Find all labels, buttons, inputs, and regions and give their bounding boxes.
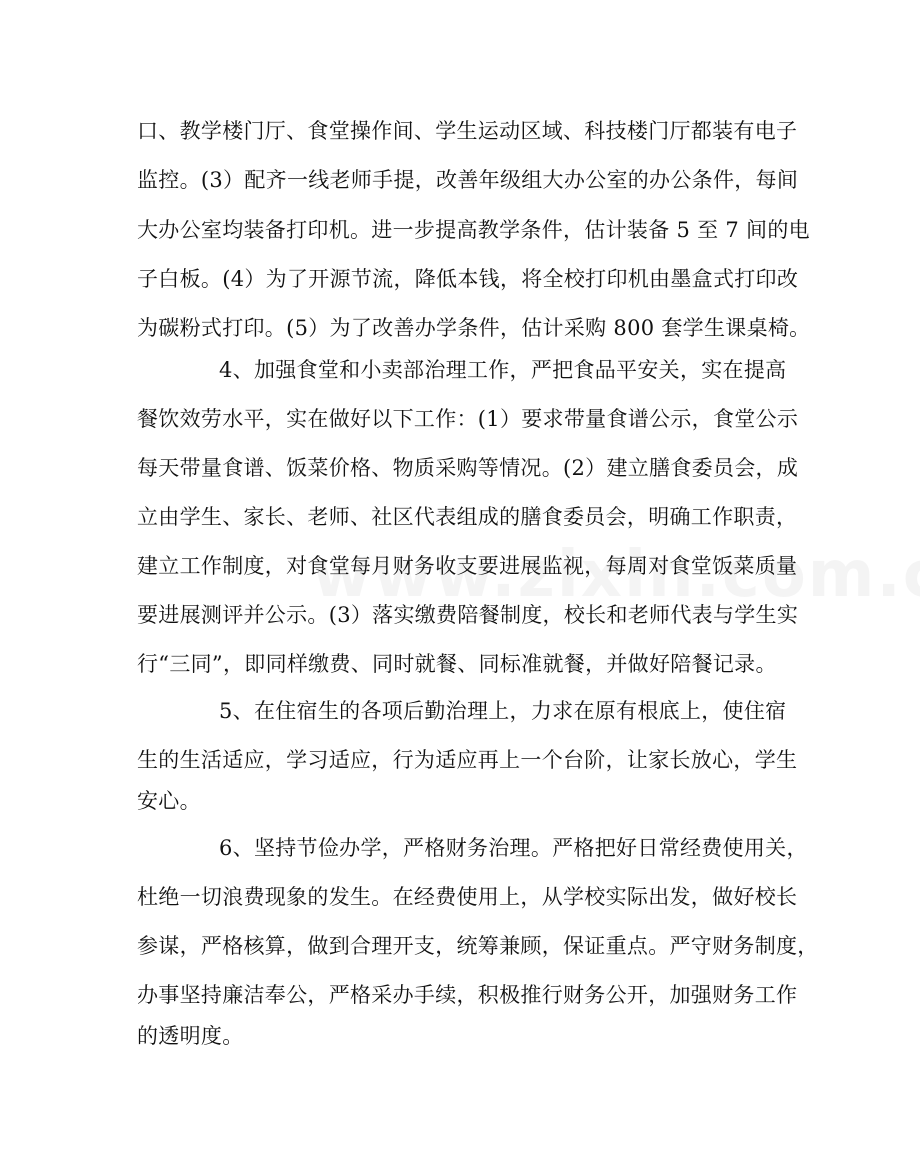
paragraph-first-line: 5、在住宿生的各项后勤治理上，力求在原有根底上，使住宿 — [219, 699, 787, 723]
text-line: 的透明度。 — [137, 1024, 244, 1048]
text-line: 生的生活适应，学习适应，行为适应再上一个台阶，让家长放心，学生 — [137, 748, 798, 772]
text-line: 大办公室均装备打印机。进一步提高教学条件，估计装备 5 至 7 间的电 — [137, 218, 810, 242]
text-line: 建立工作制度，对食堂每月财务收支要进展监视，每周对食堂饭菜质量 — [137, 554, 798, 578]
text-line: 参谋，严格核算，做到合理开支，统筹兼顾，保证重点。严守财务制度， — [137, 934, 819, 958]
text-line: 监控。(3）配齐一线老师手提，改善年级组大办公室的办公条件，每间 — [137, 168, 799, 192]
text-line: 杜绝一切浪费现象的发生。在经费使用上，从学校实际出发，做好校长 — [137, 885, 798, 909]
text-line: 办事坚持廉洁奉公，严格采办手续，积极推行财务公开，加强财务工作 — [137, 983, 798, 1007]
text-line: 立由学生、家长、老师、社区代表组成的膳食委员会，明确工作职责， — [137, 505, 798, 529]
paragraph-first-line: 6、坚持节俭办学，严格财务治理。严格把好日常经费使用关， — [219, 836, 808, 860]
paragraph-first-line: 4、加强食堂和小卖部治理工作，严把食品平安关，实在提高 — [219, 358, 787, 382]
text-line: 口、教学楼门厅、食堂操作间、学生运动区域、科技楼门厅都装有电子 — [137, 119, 798, 143]
text-line: 要进展测评并公示。(3）落实缴费陪餐制度，校长和老师代表与学生实 — [137, 603, 799, 627]
text-line: 子白板。(4）为了开源节流，降低本钱，将全校打印机由墨盒式打印改 — [137, 267, 799, 291]
text-line: 安心。 — [137, 789, 201, 813]
text-line: 餐饮效劳水平，实在做好以下工作：(1）要求带量食谱公示，食堂公示 — [137, 407, 799, 431]
text-line: 行“三同”，即同样缴费、同时就餐、同标准就餐，并做好陪餐记录。 — [137, 652, 777, 676]
text-line: 每天带量食谱、饭菜价格、物质采购等情况。(2）建立膳食委员会，成 — [137, 456, 799, 480]
text-line: 为碳粉式打印。(5）为了改善办学条件，估计采购 800 套学生课桌椅。 — [137, 316, 811, 340]
